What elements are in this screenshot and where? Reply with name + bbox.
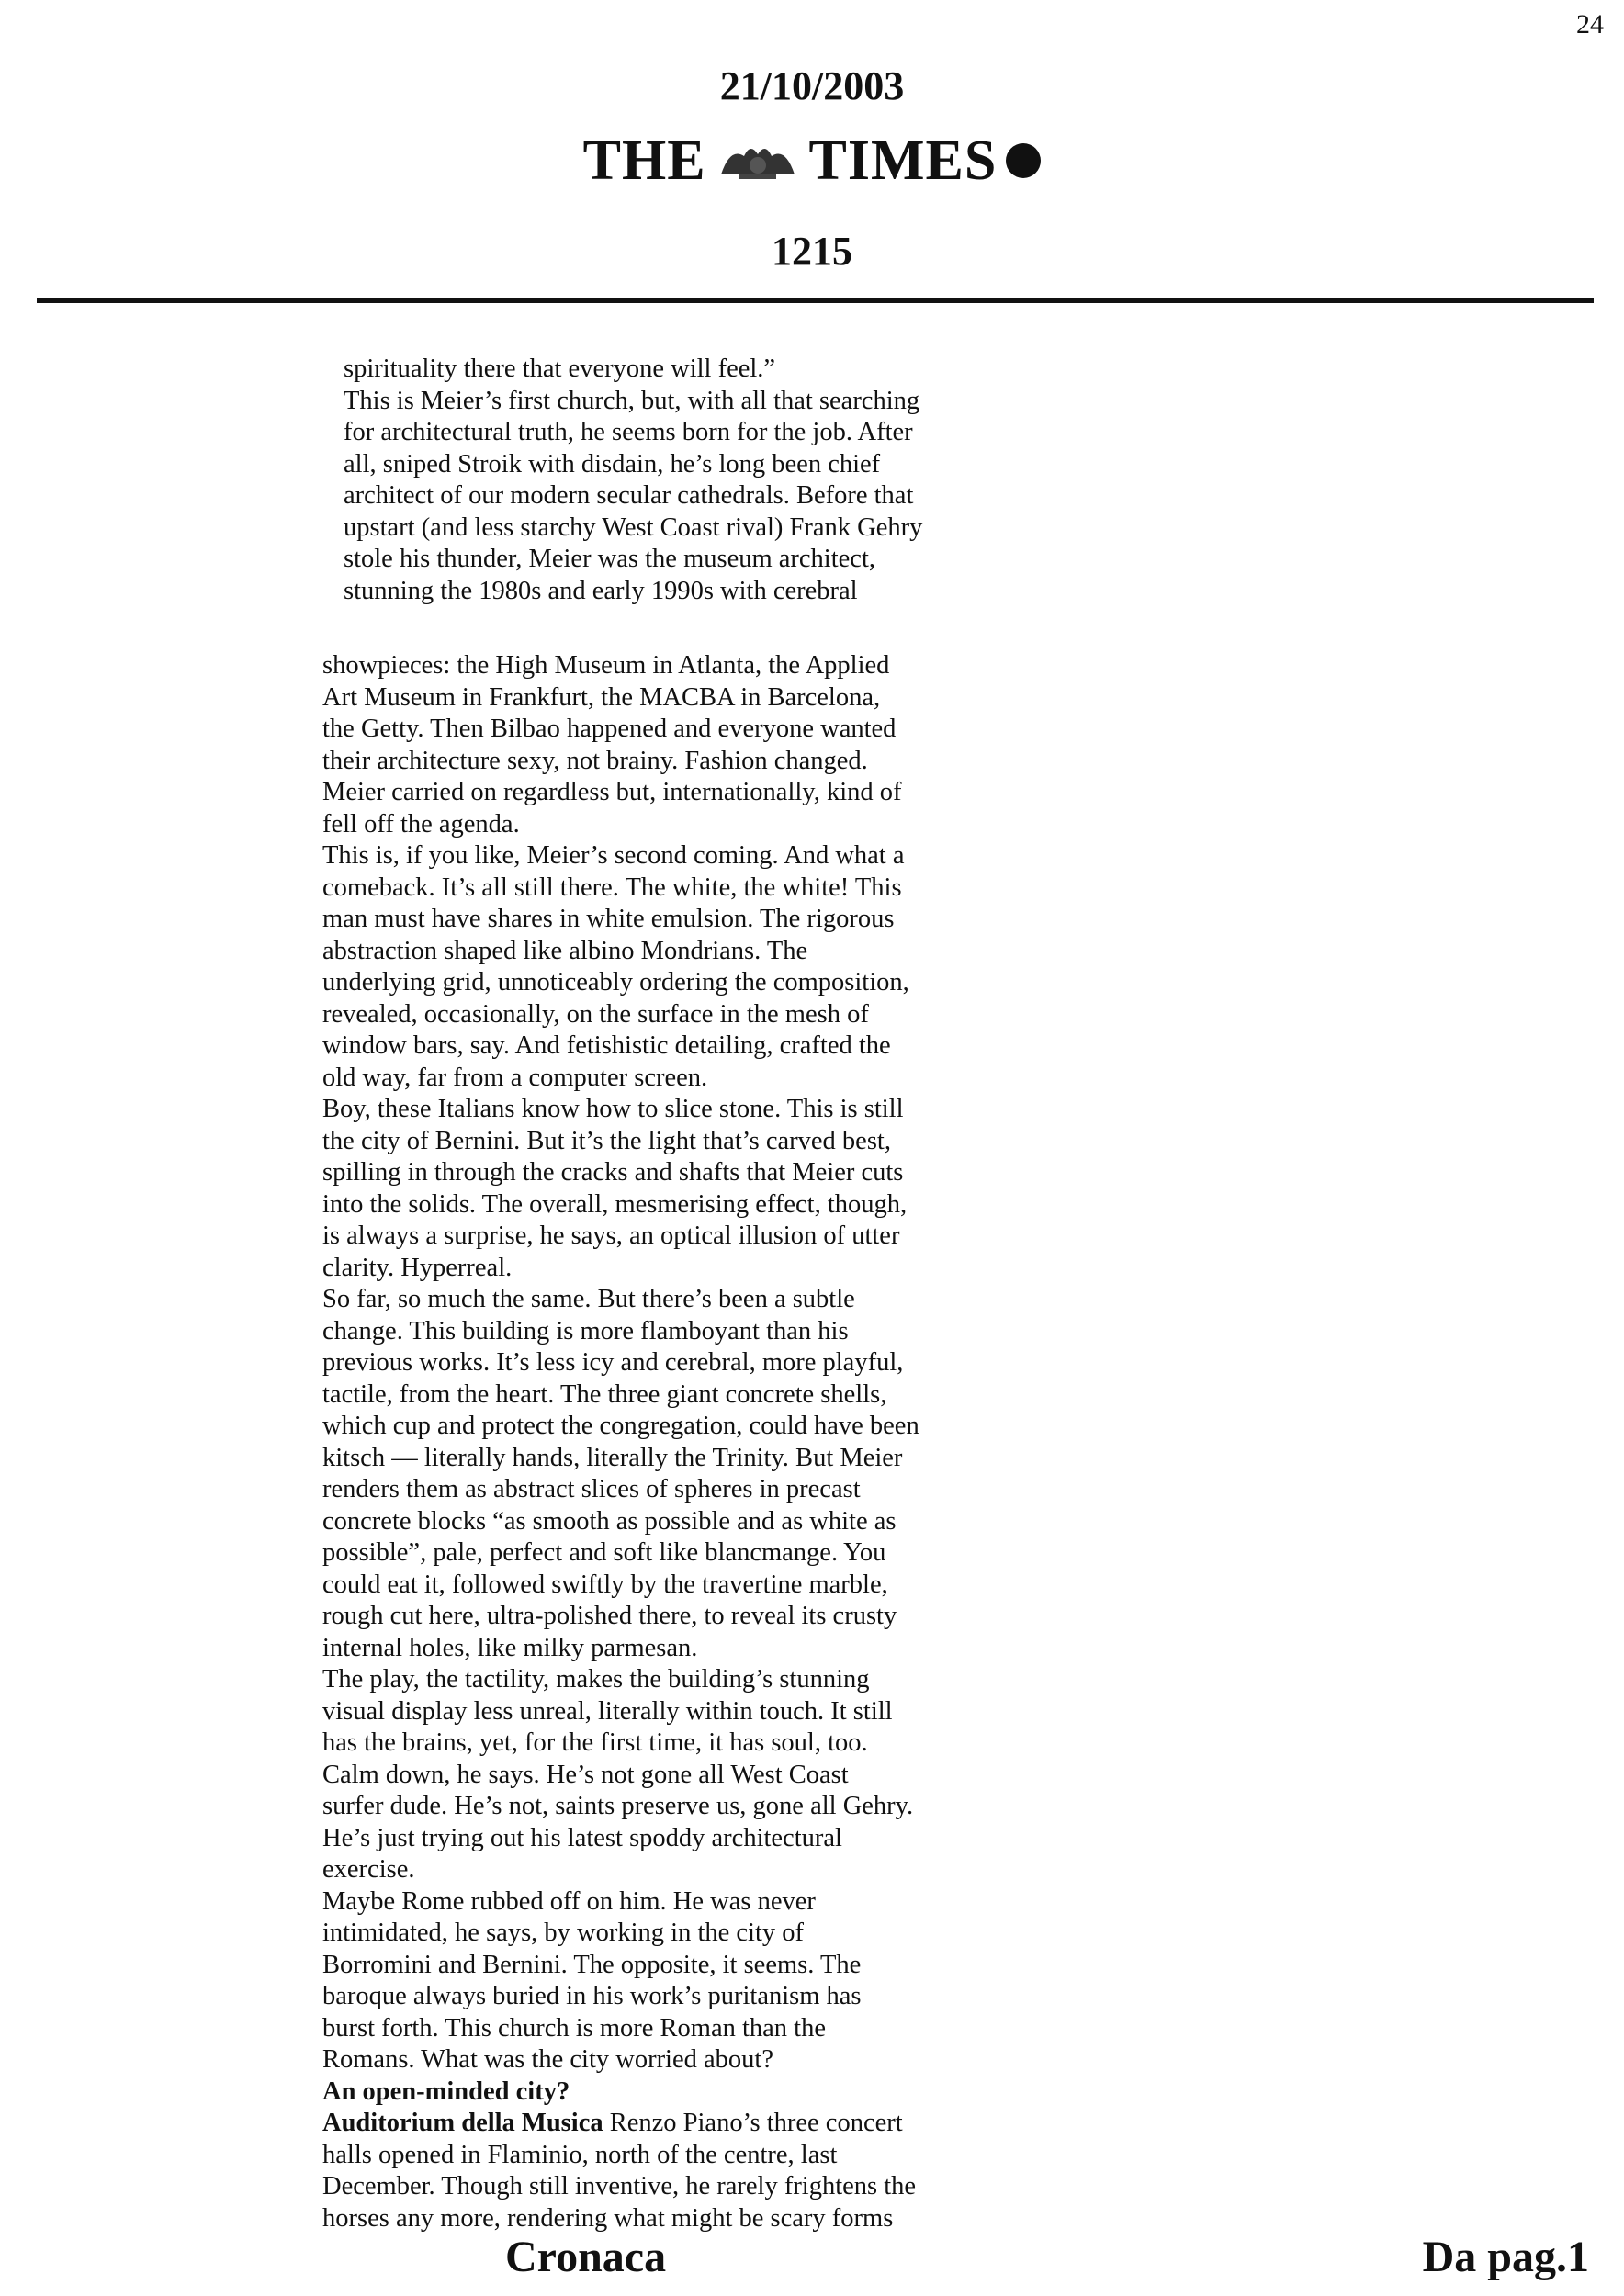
text-line: window bars, say. And fetishistic detailing, crafted the	[322, 1031, 891, 1060]
text-line: is always a surprise, he says, an optical illusion of utter	[322, 1221, 900, 1250]
text-line: halls opened in Flaminio, north of the centre, last	[322, 2140, 838, 2169]
page-number: 24	[1576, 9, 1604, 39]
text-line: possible”, pale, perfect and soft like blancmange. You	[322, 1538, 886, 1567]
section-subheading: An open-minded city?	[322, 2077, 570, 2106]
clock-dot-icon	[1006, 143, 1041, 178]
text-line: Auditorium della Musica Renzo Piano’s three concert	[322, 2109, 903, 2137]
text-line: horses any more, rendering what might be scary forms	[322, 2203, 894, 2233]
text-line: So far, so much the same. But there’s been a subtle	[322, 1285, 855, 1313]
text-line: the city of Bernini. But it’s the light that’s carved best,	[322, 1126, 891, 1155]
text-line: Meier carried on regardless but, internationally, kind of	[322, 778, 902, 806]
text-line: man must have shares in white emulsion. The rigorous	[322, 905, 895, 933]
article-column-main	[322, 650, 1021, 2234]
text-line: burst forth. This church is more Roman than the	[322, 2013, 826, 2043]
header-rule	[37, 298, 1594, 303]
text-line: rough cut here, ultra-polished there, to reveal its crusty	[322, 1602, 897, 1630]
text-line: previous works. It’s less icy and cerebral, more playful,	[322, 1348, 904, 1377]
text-line: surfer dude. He’s not, saints preserve us, gone all Gehry.	[322, 1792, 914, 1820]
text-line: fell off the agenda.	[322, 809, 520, 838]
footer-section: Cronaca	[505, 2233, 667, 2281]
text-line: clarity. Hyperreal.	[322, 1253, 513, 1282]
text-line: for architectural truth, he seems born for the job. After	[344, 418, 913, 446]
text-line: intimidated, he says, by working in the city of	[322, 1919, 804, 1947]
auditorium-title: Auditorium della Musica	[322, 2109, 603, 2137]
text-line: This is Meier’s first church, but, with all that searching	[344, 386, 920, 415]
text-line: The play, the tactility, makes the building’s stunning	[322, 1665, 870, 1694]
text-line: stunning the 1980s and early 1990s with cerebral	[344, 576, 858, 605]
text-line: Romans. What was the city worried about?	[322, 2045, 773, 2074]
text-line: all, sniped Stroik with disdain, he’s long been chief	[344, 449, 881, 478]
logo-text-left: THE	[582, 129, 706, 193]
footer-continuation: Da pag.1	[1422, 2233, 1589, 2281]
text-line: underlying grid, unnoticeably ordering the composition,	[322, 968, 909, 996]
text-line: the Getty. Then Bilbao happened and everyone wanted	[322, 715, 897, 743]
text-line: upstart (and less starchy West Coast rival) Frank Gehry	[344, 512, 923, 542]
text-line: exercise.	[322, 1855, 415, 1884]
text-line: has the brains, yet, for the first time, it has soul, too.	[322, 1728, 868, 1757]
text-line: internal holes, like milky parmesan.	[322, 1633, 698, 1662]
text-line: renders them as abstract slices of spheres in precast	[322, 1475, 861, 1503]
page-code: 1215	[772, 229, 852, 275]
text-line: stole his thunder, Meier was the museum architect,	[344, 545, 875, 573]
text-line: into the solids. The overall, mesmerising effect, though,	[322, 1189, 908, 1219]
text-line: tactile, from the heart. The three giant concrete shells,	[322, 1379, 887, 1409]
logo-text-right: TIMES	[808, 129, 998, 193]
text-line: December. Though still inventive, he rarely frightens the	[322, 2172, 917, 2200]
text-line: their architecture sexy, not brainy. Fashion changed.	[322, 746, 868, 775]
text-line: change. This building is more flamboyant than his	[322, 1316, 849, 1345]
text-line: spilling in through the cracks and shafts that Meier cuts	[322, 1158, 904, 1187]
newspaper-logo	[582, 129, 1042, 193]
article-column-top	[344, 354, 1005, 607]
text-line: old way, far from a computer screen.	[322, 1063, 708, 1092]
text-line: revealed, occasionally, on the surface in the mesh of	[322, 999, 869, 1029]
text-line: Borromini and Bernini. The opposite, it seems. The	[322, 1950, 862, 1979]
text-line: which cup and protect the congregation, could have been	[322, 1412, 919, 1440]
text-line: visual display less unreal, literally within touch. It still	[322, 1696, 893, 1726]
text-line: He’s just trying out his latest spoddy architectural	[322, 1823, 842, 1852]
text-line: abstraction shaped like albino Mondrians. The	[322, 936, 808, 965]
text-line: This is, if you like, Meier’s second coming. And what a	[322, 841, 905, 870]
text-line: spirituality there that everyone will feel.”	[344, 355, 776, 383]
text-line: Boy, these Italians know how to slice stone. This is still	[322, 1095, 904, 1123]
text-line: architect of our modern secular cathedrals. Before that	[344, 481, 914, 510]
text-line: concrete blocks “as smooth as possible and as white as	[322, 1506, 897, 1536]
text-line: baroque always buried in his work’s puritanism has	[322, 1982, 862, 2010]
text-line: Maybe Rome rubbed off on him. He was never	[322, 1886, 816, 1916]
text-line: could eat it, followed swiftly by the travertine marble,	[322, 1570, 888, 1599]
issue-date: 21/10/2003	[719, 63, 905, 108]
text-line: comeback. It’s all still there. The white, the white! This	[322, 872, 902, 902]
masthead	[0, 64, 1624, 275]
text-line: Art Museum in Frankfurt, the MACBA in Barcelona,	[322, 682, 881, 712]
text-line: showpieces: the High Museum in Atlanta, the Applied	[322, 651, 890, 680]
royal-crest-icon	[712, 138, 804, 184]
text-line: Calm down, he says. He’s not gone all West Coast	[322, 1760, 849, 1789]
text-line: kitsch — literally hands, literally the Trinity. But Meier	[322, 1443, 903, 1472]
